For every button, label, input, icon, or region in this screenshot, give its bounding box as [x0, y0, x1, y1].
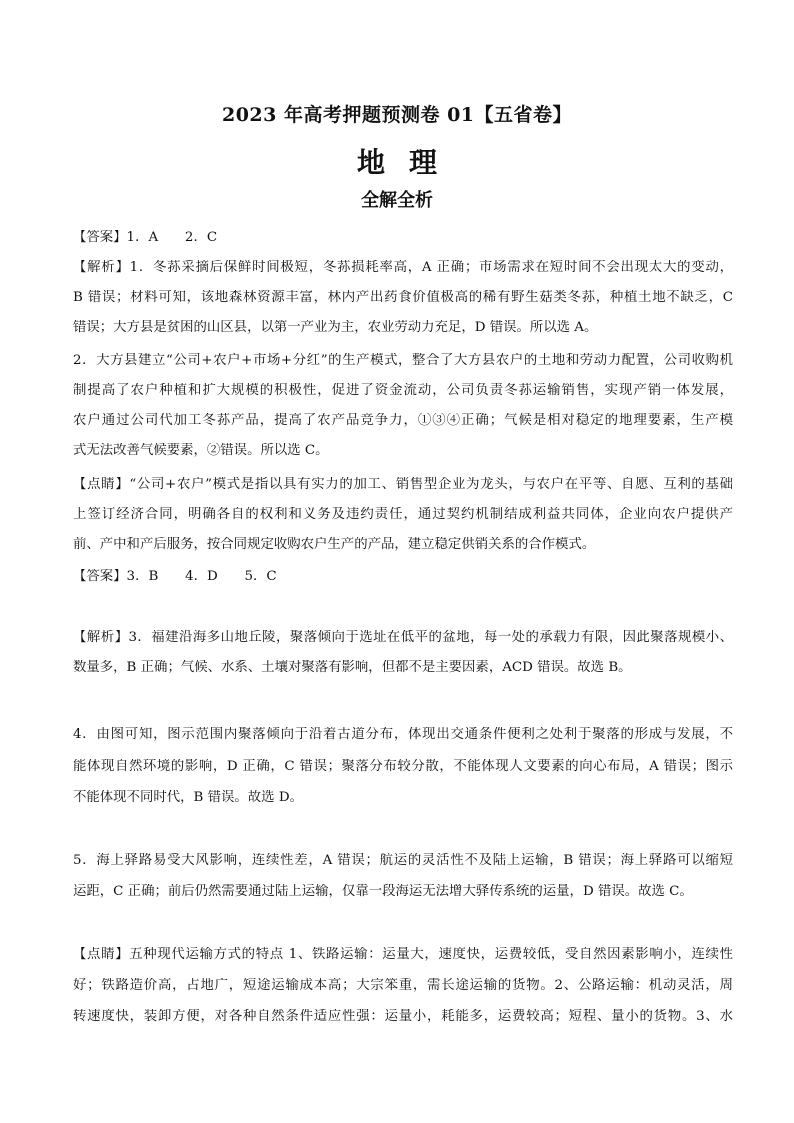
text-line: 错误；大方县是贫困的山区县，以第一产业为主，农业劳动力充足，D 错误。所以选 A。 [73, 320, 598, 335]
document-title: 2023 年高考押题预测卷 01【五省卷】 [221, 104, 573, 126]
text-line: 【解析】3．福建沿海多山地丘陵，聚落倾向于选址在低平的盆地，每一处的承载力有限，因此聚落规模小、 [73, 630, 733, 645]
text-line: 式无法改善气候要素，②错误。所以选 C。 [73, 443, 329, 458]
text-line: 【答案】3．B 4．D 5．C [73, 569, 277, 584]
text-line: 【点睛】五种现代运输方式的特点 1、铁路运输：运量大，速度快，运费较低，受自然因素影响小，连续性 [73, 947, 733, 962]
text-line: 制提高了农户种植和扩大规模的积极性，促进了资金流动，公司负责冬荪运输销售，实现产销一体发展， [73, 383, 733, 398]
text-line: B 错误；材料可知，该地森林资源丰富，林内产出药食价值极高的稀有野生菇类冬荪，种植土地不缺乏，C [73, 290, 733, 305]
text-line: 农户通过公司代加工冬荪产品，提高了农产品竞争力，①③④正确；气候是相对稳定的地理要素，生产模 [73, 413, 733, 428]
text-line: 运距，C 正确；前后仍然需要通过陆上运输，仅靠一段海运无法增大驿传系统的运量，D 错误。故选 C。 [73, 884, 693, 899]
text-line: 数量多，B 正确；气候、水系、土壤对聚落有影响，但都不是主要因素，ACD 错误。故选 B。 [73, 660, 632, 675]
text-line: 2．大方县建立“公司+农户+市场+分红”的生产模式，整合了大方县农户的土地和劳动力配置，公司收购机 [73, 353, 733, 368]
text-line: 不能体现不同时代，B 错误。故选 D。 [73, 790, 303, 805]
subject-heading: 地理 [356, 146, 461, 179]
text-line: 能体现自然环境的影响，D 正确，C 错误；聚落分布较分散，不能体现人文要素的向心布局，A 错误；图示 [73, 759, 733, 774]
text-line: 上签订经济合同，明确各自的权利和义务及违约责任，通过契约机制结成利益共同体，企业向农户提供产 [73, 507, 733, 522]
text-line: 好；铁路造价高，占地广，短途运输成本高；大宗笨重，需长途运输的货物。2、公路运输：机动灵活，周 [73, 978, 733, 993]
text-line: 【解析】1．冬荪采摘后保鲜时间极短，冬荪损耗率高，A 正确；市场需求在短时间不会出现太大的变动， [73, 260, 733, 275]
text-line: 4．由图可知，图示范围内聚落倾向于沿着古道分布，体现出交通条件便利之处利于聚落的形成与发展，不 [73, 727, 733, 742]
subtitle: 全解全析 [361, 190, 433, 211]
text-line: 【点睛】“公司+农户”模式是指以具有实力的加工、销售型企业为龙头，与农户在平等、自愿、互利的基础 [73, 477, 733, 492]
text-line: 前、产中和产后服务，按合同规定收购农户生产的产品，建立稳定供销关系的合作模式。 [73, 537, 596, 552]
text-line: 转速度快，装卸方便，对各种自然条件适应性强：运量小，耗能多，运费较高；短程、量小的货物。3、水 [73, 1009, 733, 1024]
text-line: 5．海上驿路易受大风影响，连续性差，A 错误；航运的灵活性不及陆上运输，B 错误；海上驿路可以缩短 [73, 853, 733, 868]
text-line: 【答案】1．A 2．C [73, 230, 218, 245]
